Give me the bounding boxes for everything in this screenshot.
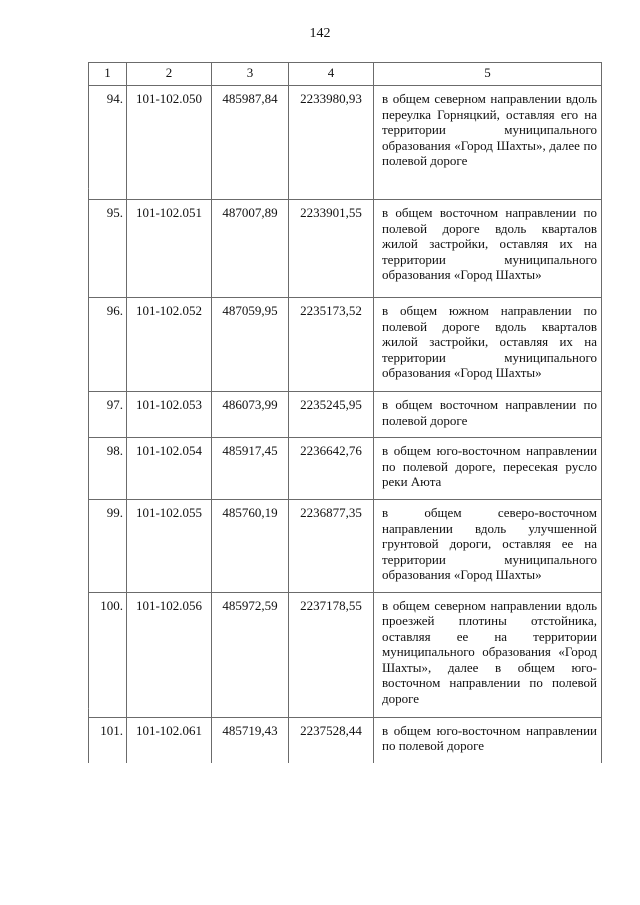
column-header-x: 3 (212, 63, 289, 86)
row-number: 100. (89, 592, 127, 717)
route-description: в общем восточном направлении по полевой дороге вдоль кварталов жилой застройки, оставляя их на территории муниципального образования «Город Шахты» (374, 200, 602, 298)
coordinate-x: 487007,89 (212, 200, 289, 298)
coordinate-x: 485972,59 (212, 592, 289, 717)
page-number: 142 (309, 26, 331, 41)
route-description: в общем северном направлении вдоль проезжей плотины отстойника, оставляя ее на территории муниципального образования «Город Шахты», далее в общем юго-восточном направлении по полевой дороге (374, 592, 602, 717)
table-row (89, 592, 602, 717)
point-code: 101-102.054 (127, 438, 212, 500)
table-row (89, 392, 602, 438)
point-code: 101-102.052 (127, 298, 212, 392)
coordinate-x: 485760,19 (212, 500, 289, 593)
coordinate-y: 2235173,52 (289, 298, 374, 392)
row-number: 94. (89, 86, 127, 200)
column-header-description: 5 (374, 63, 602, 86)
route-description: в общем юго-восточном направлении по полевой дороге (374, 717, 602, 763)
coordinate-y: 2235245,95 (289, 392, 374, 438)
column-header-number: 1 (89, 63, 127, 86)
coordinate-y: 2237178,55 (289, 592, 374, 717)
row-number: 99. (89, 500, 127, 593)
route-description: в общем восточном направлении по полевой дороге (374, 392, 602, 438)
point-code: 101-102.050 (127, 86, 212, 200)
coordinate-x: 485987,84 (212, 86, 289, 200)
route-description: в общем северо-восточном направлении вдоль улучшенной грунтовой дороги, оставляя ее на территории муниципального образования «Город Шахты» (374, 500, 602, 593)
table-header-row (89, 63, 602, 86)
row-number: 96. (89, 298, 127, 392)
point-code: 101-102.055 (127, 500, 212, 593)
coordinate-y: 2233980,93 (289, 86, 374, 200)
scan-speck (88, 708, 89, 709)
row-number: 98. (89, 438, 127, 500)
route-description: в общем северном направлении вдоль переулка Горняцкий, оставляя его на территории муниципального образования «Город Шахты», далее по полевой дороге (374, 86, 602, 200)
coordinate-x: 485917,45 (212, 438, 289, 500)
row-number: 101. (89, 717, 127, 763)
point-code: 101-102.053 (127, 392, 212, 438)
route-description: в общем южном направлении по полевой дороге вдоль кварталов жилой застройки, оставляя их на территории муниципального образования «Город Шахты» (374, 298, 602, 392)
coordinate-x: 486073,99 (212, 392, 289, 438)
table-row (89, 500, 602, 593)
route-description: в общем юго-восточном направлении по полевой дороге, пересекая русло реки Аюта (374, 438, 602, 500)
boundary-points-table (88, 62, 602, 763)
row-number: 97. (89, 392, 127, 438)
coordinate-y: 2236877,35 (289, 500, 374, 593)
coordinate-x: 487059,95 (212, 298, 289, 392)
coordinate-x: 485719,43 (212, 717, 289, 763)
table-row (89, 200, 602, 298)
column-header-code: 2 (127, 63, 212, 86)
row-number: 95. (89, 200, 127, 298)
coordinate-y: 2237528,44 (289, 717, 374, 763)
table-row (89, 717, 602, 763)
point-code: 101-102.051 (127, 200, 212, 298)
point-code: 101-102.061 (127, 717, 212, 763)
table-row (89, 86, 602, 200)
scan-speck (88, 188, 89, 189)
coordinate-y: 2236642,76 (289, 438, 374, 500)
point-code: 101-102.056 (127, 592, 212, 717)
table-row (89, 298, 602, 392)
column-header-y: 4 (289, 63, 374, 86)
coordinate-y: 2233901,55 (289, 200, 374, 298)
table-row (89, 438, 602, 500)
